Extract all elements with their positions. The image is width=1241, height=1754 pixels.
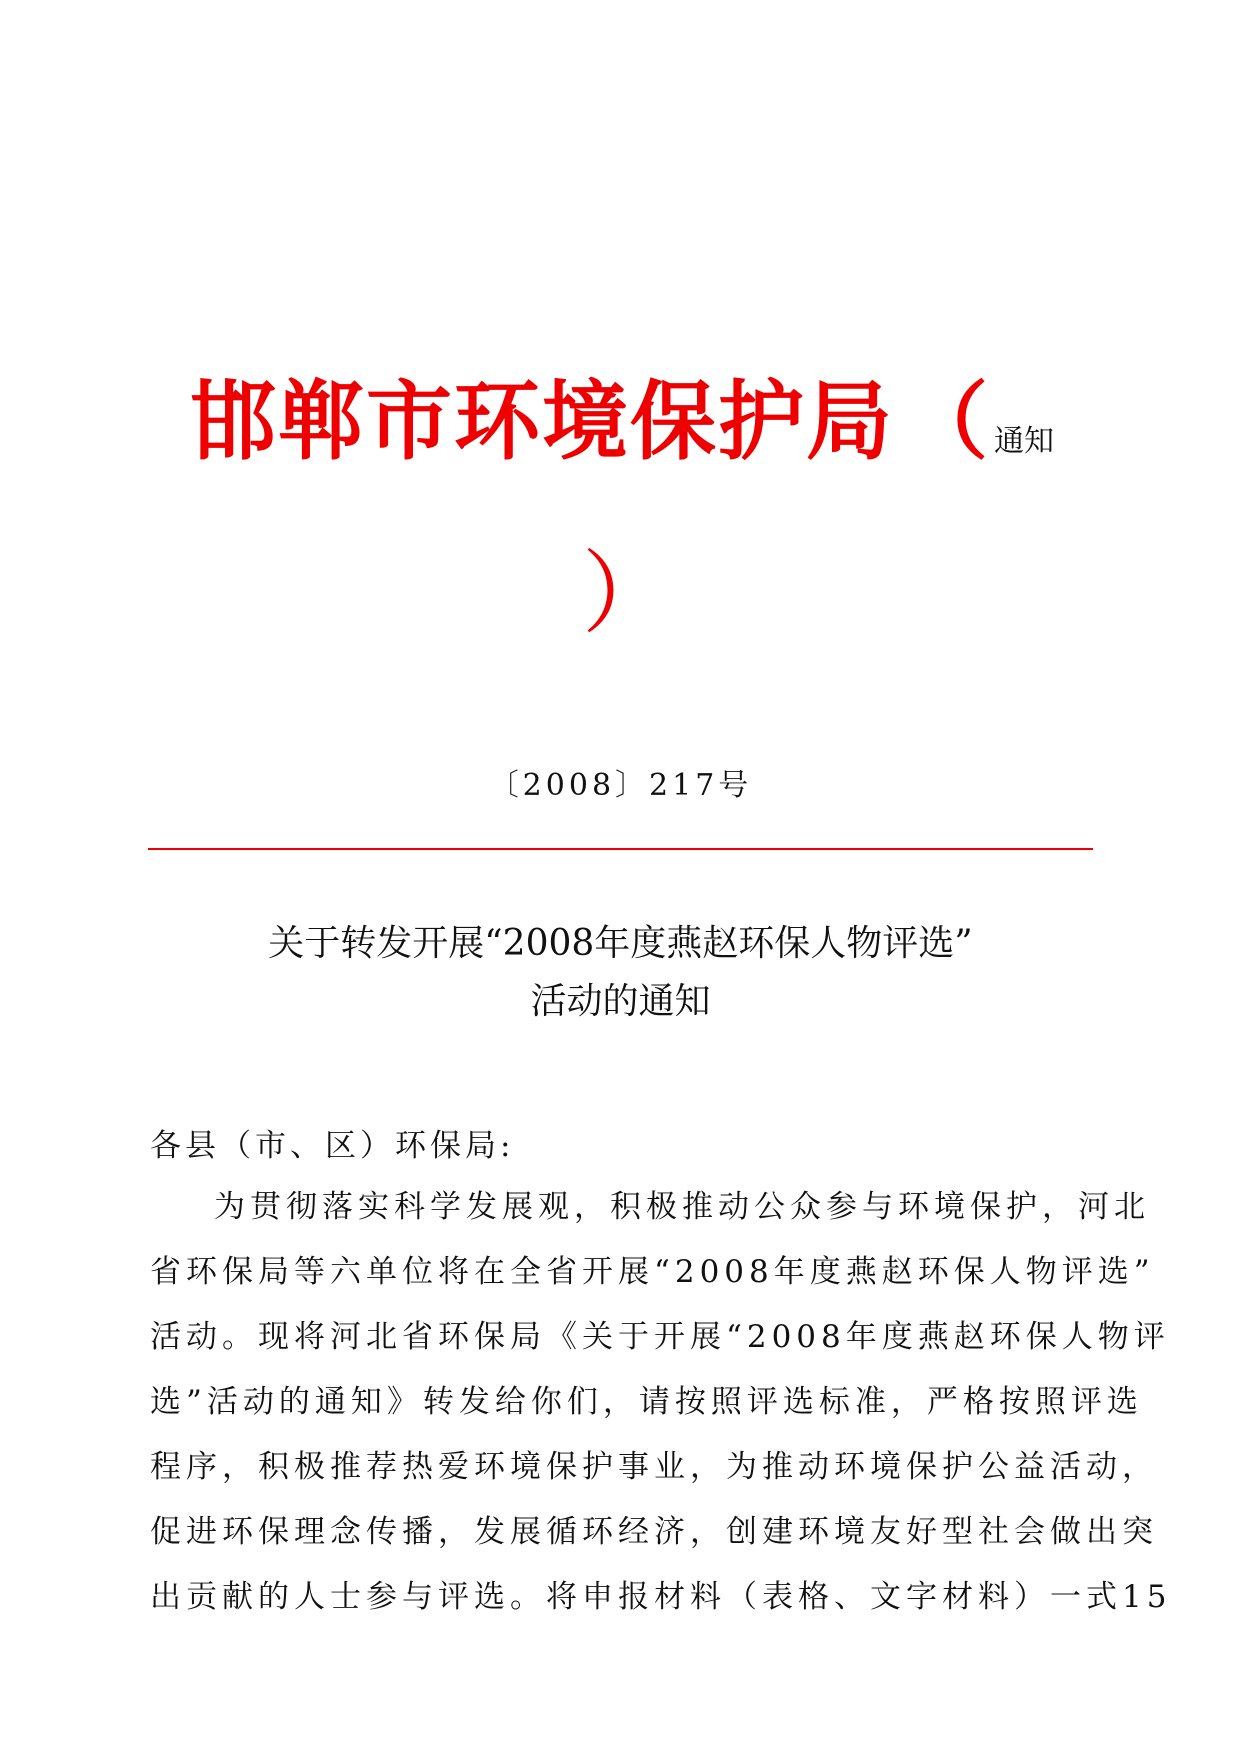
letterhead-paren-open: （ [904, 373, 989, 471]
red-divider-line [148, 848, 1093, 850]
body-line: 省环保局等六单位将在全省开展“2008年度燕赵环保人物评选” [150, 1254, 1155, 1290]
body-line: 促进环保理念传播，发展循环经济，创建环境友好型社会做出突 [150, 1514, 1158, 1550]
letterhead-org-name: 邯郸市环境保护局 [190, 372, 894, 472]
body-line: 活动。现将河北省环保局《关于开展“2008年度燕赵环保人物评 [150, 1319, 1170, 1355]
body-line: 为贯彻落实科学发展观，积极推动公众参与环境保护，河北 [214, 1189, 1150, 1225]
document-number: 〔2008〕217号 [488, 768, 753, 803]
document-title-line-2: 活动的通知 [530, 981, 711, 1022]
letterhead [190, 352, 1090, 472]
body-line: 出贡献的人士参与评选。将申报材料（表格、文字材料）一式15 [150, 1579, 1172, 1615]
document-title [0, 915, 1241, 1031]
body-text [150, 1175, 1172, 1630]
letterhead-doc-kind: 通知 [994, 424, 1055, 459]
body-line: 选”活动的通知》转发给你们，请按照评选标准，严格按照评选 [150, 1384, 1143, 1420]
body-line: 程序，积极推荐热爱环境保护事业，为推动环境保护公益活动， [150, 1449, 1158, 1485]
salutation: 各县（市、区）环保局: [150, 1128, 515, 1164]
document-title-line-1: 关于转发开展“2008年度燕赵环保人物评选” [268, 923, 973, 964]
letterhead-paren-close: ） [582, 541, 672, 646]
